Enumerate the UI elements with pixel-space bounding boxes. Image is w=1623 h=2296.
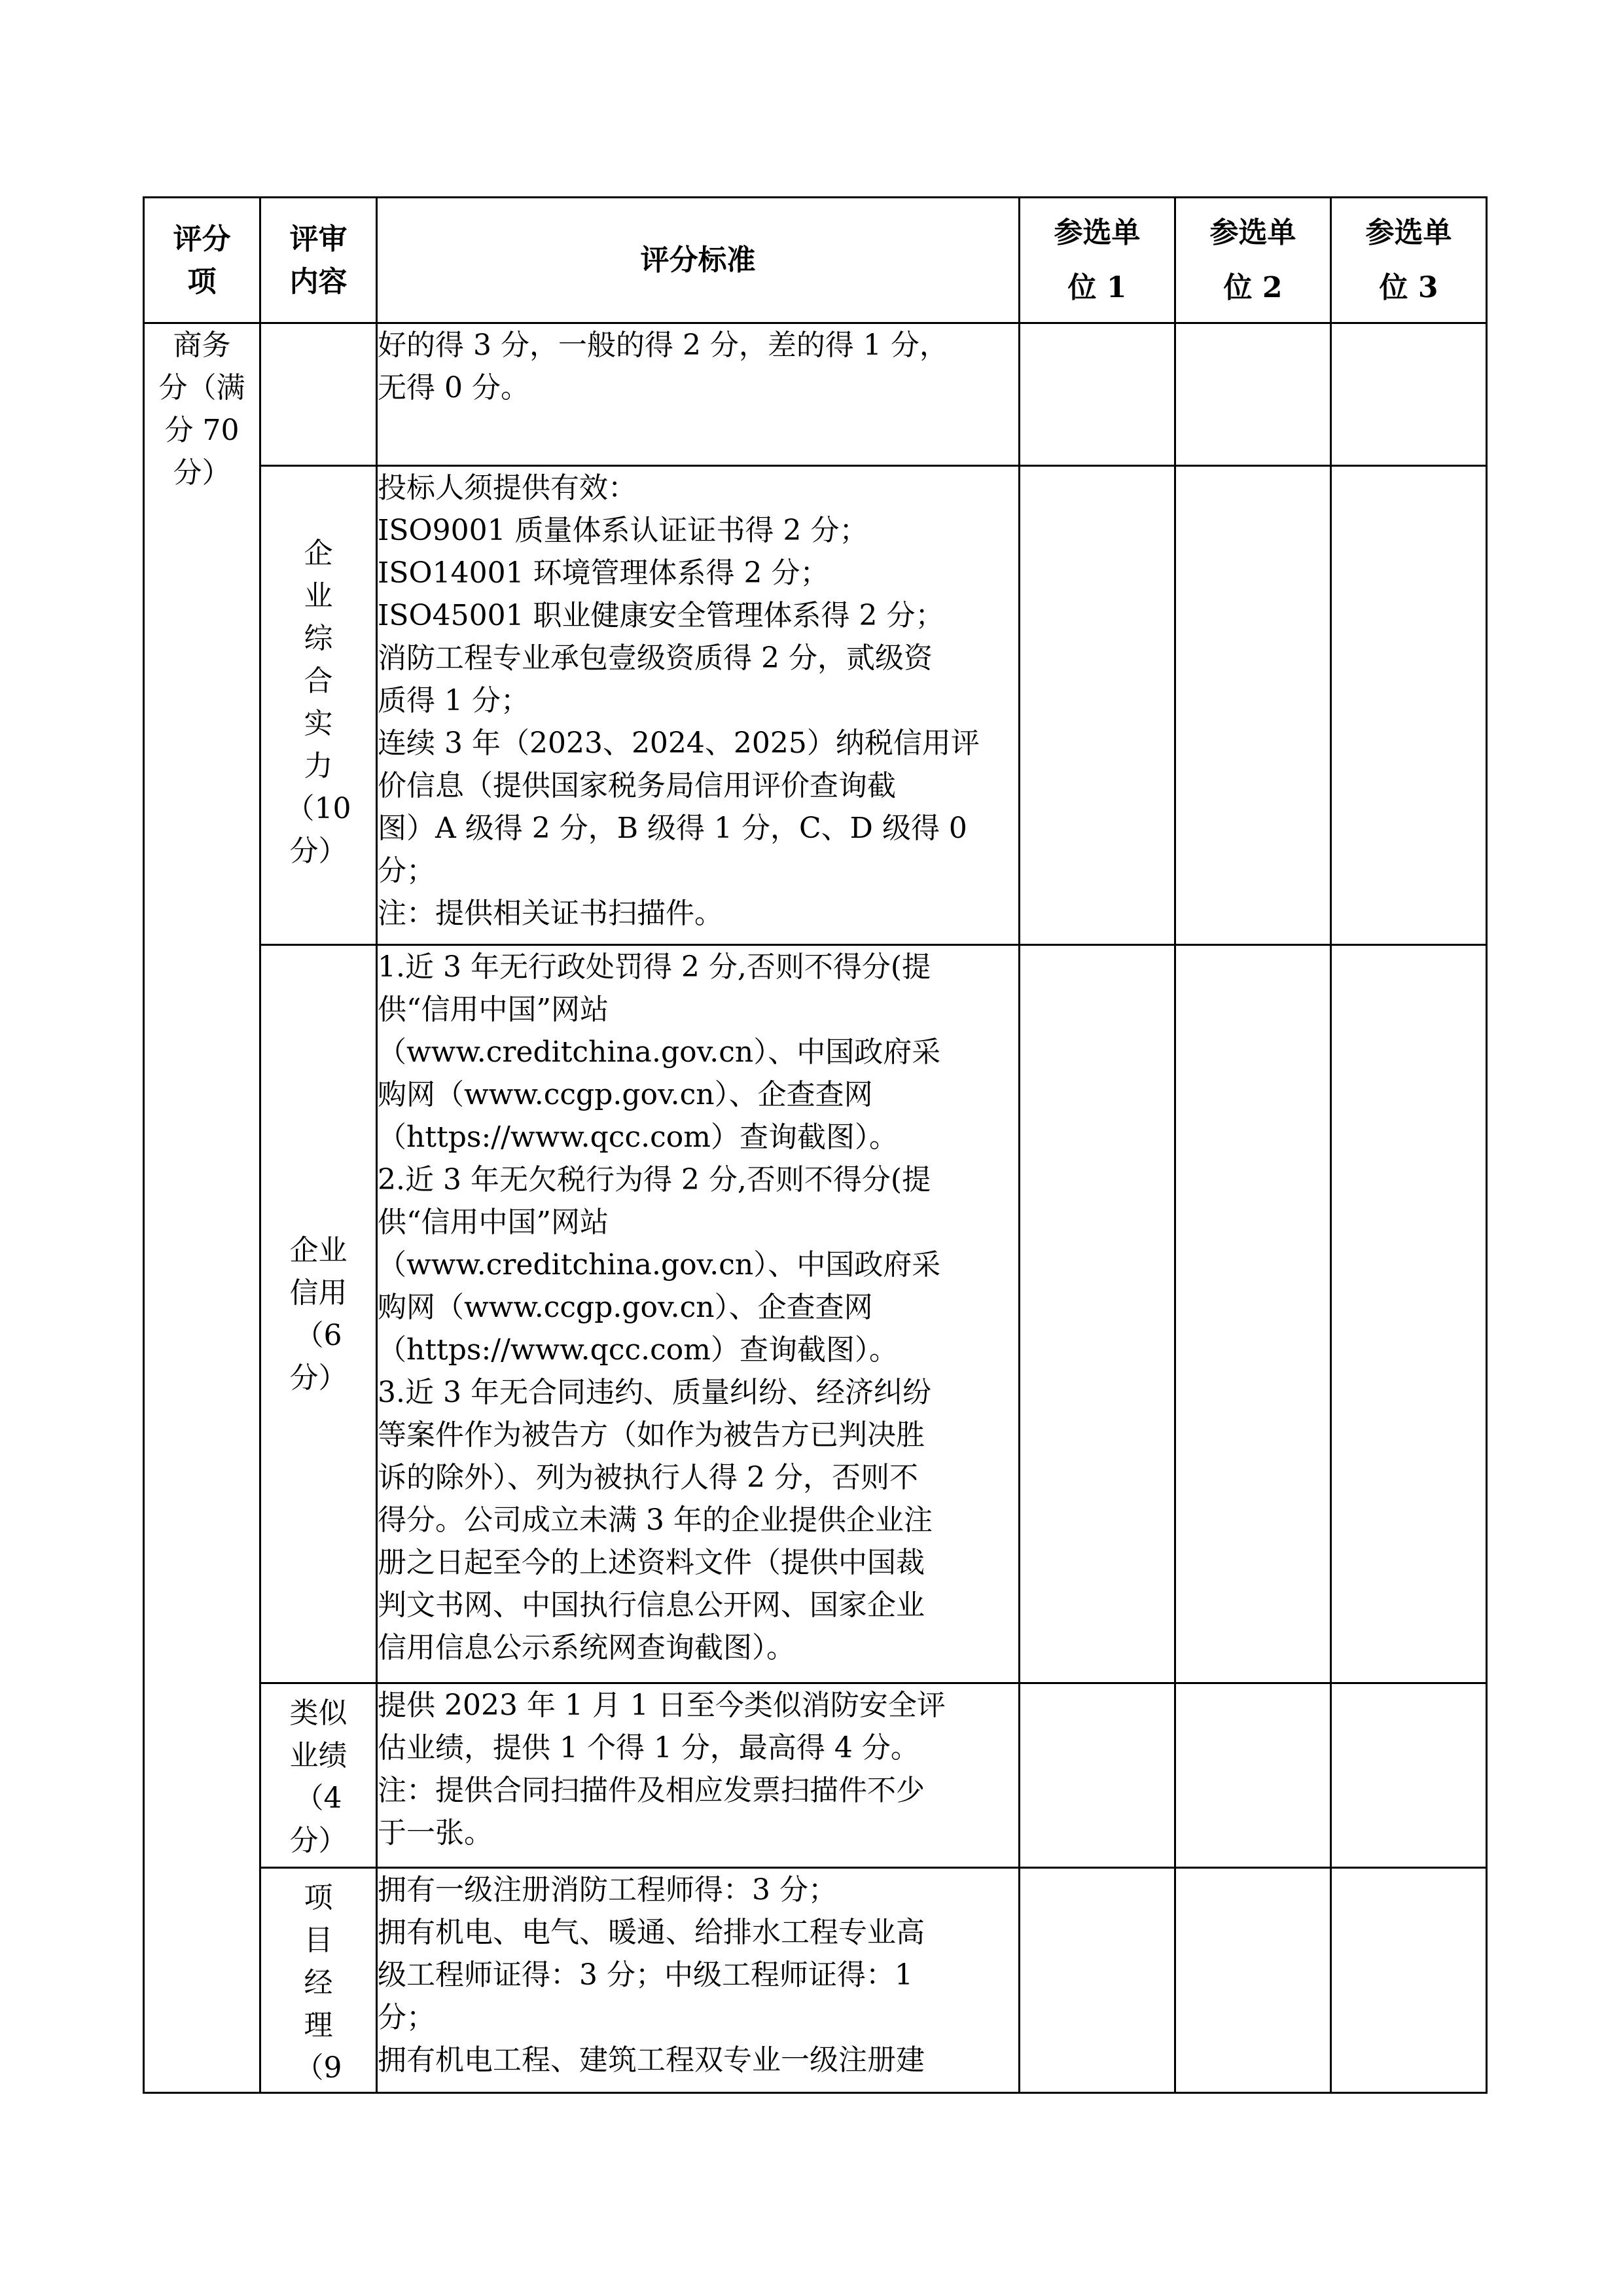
criteria-cell: 提供 2023 年 1 月 1 日至今类似消防安全评 估业绩，提供 1 个得 1 分，最高得 4 分。 注：提供合同扫描件及相应发票扫描件不少 于一张。 [377, 1683, 1020, 1868]
header-row [144, 198, 1487, 323]
unit-1-score-cell[interactable] [1020, 323, 1175, 466]
unit-3-score-cell[interactable] [1331, 1868, 1487, 2093]
header-criteria: 评分标准 [377, 198, 1020, 323]
category-cell: 商务 分（满 分 70 分） [144, 323, 260, 2093]
table-row [144, 945, 1487, 1683]
content-cell: 项 目 经 理 （9 [260, 1868, 377, 2093]
table-row [144, 1683, 1487, 1868]
unit-1-score-cell[interactable] [1020, 1683, 1175, 1868]
unit-2-score-cell[interactable] [1175, 1683, 1331, 1868]
content-cell: 企 业 综 合 实 力 （10 分） [260, 466, 377, 945]
header-content: 评审 内容 [260, 198, 377, 323]
unit-2-score-cell[interactable] [1175, 323, 1331, 466]
header-unit-3: 参选单 位 3 [1331, 198, 1487, 323]
unit-2-score-cell[interactable] [1175, 1868, 1331, 2093]
unit-2-score-cell[interactable] [1175, 945, 1331, 1683]
unit-3-score-cell[interactable] [1331, 945, 1487, 1683]
criteria-cell: 1.近 3 年无行政处罚得 2 分,否则不得分(提 供“信用中国”网站 （www.creditchina.gov.cn）、中国政府采 购网（www.ccgp.gov.cn）、企查查网 （https://www.qcc.com）查询截图）。 2.近 3 年无欠税行为得 2 分,否则不得分(提 供“信用中国”网站 （www.creditchina.gov.cn）、中国政府采 购网（www.ccgp.gov.cn）、企查查网 （https://www.qcc.com）查询截图）。 3.近 3 年无合同违约、质量纠纷、经济纠纷 等案件作为被告方（如作为被告方已判决胜 诉的除外）、列为被执行人得 2 分，否则不 得分。公司成立未满 3 年的企业提供企业注 册之日起至今的上述资料文件（提供中国裁 判文书网、中国执行信息公开网、国家企业 信用信息公示系统网查询截图）。 [377, 945, 1020, 1683]
scoring-table [143, 196, 1488, 2094]
header-item: 评分 项 [144, 198, 260, 323]
criteria-cell: 拥有一级注册消防工程师得：3 分； 拥有机电、电气、暖通、给排水工程专业高 级工程师证得：3 分；中级工程师证得：1 分； 拥有机电工程、建筑工程双专业一级注册建 [377, 1868, 1020, 2093]
header-unit-1: 参选单 位 1 [1020, 198, 1175, 323]
content-cell: 企业 信用 （6 分） [260, 945, 377, 1683]
content-cell: 类似 业绩 （4 分） [260, 1683, 377, 1868]
header-unit-2: 参选单 位 2 [1175, 198, 1331, 323]
unit-3-score-cell[interactable] [1331, 466, 1487, 945]
table-row [144, 323, 1487, 466]
unit-1-score-cell[interactable] [1020, 1868, 1175, 2093]
table-row [144, 466, 1487, 945]
content-cell [260, 323, 377, 466]
unit-1-score-cell[interactable] [1020, 466, 1175, 945]
criteria-cell: 好的得 3 分，一般的得 2 分，差的得 1 分， 无得 0 分。 [377, 323, 1020, 466]
unit-3-score-cell[interactable] [1331, 1683, 1487, 1868]
unit-2-score-cell[interactable] [1175, 466, 1331, 945]
unit-1-score-cell[interactable] [1020, 945, 1175, 1683]
table-row [144, 1868, 1487, 2093]
unit-3-score-cell[interactable] [1331, 323, 1487, 466]
criteria-cell: 投标人须提供有效： ISO9001 质量体系认证证书得 2 分； ISO14001 环境管理体系得 2 分； ISO45001 职业健康安全管理体系得 2 分； 消防工程专业承包壹级资质得 2 分，贰级资 质得 1 分； 连续 3 年（2023、2024、2025）纳税信用评 价信息（提供国家税务局信用评价查询截 图）A 级得 2 分，B 级得 1 分，C、D 级得 0 分； 注：提供相关证书扫描件。 [377, 466, 1020, 945]
